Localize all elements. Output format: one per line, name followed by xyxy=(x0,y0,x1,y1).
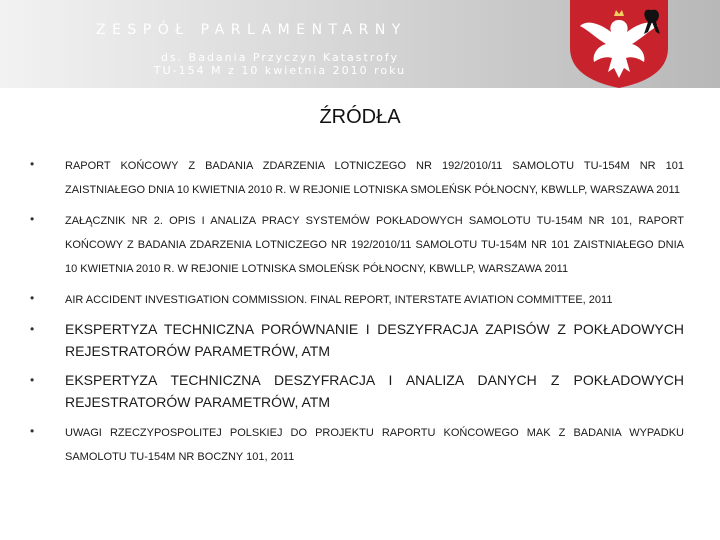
references-list xyxy=(0,153,720,475)
bullet-icon: • xyxy=(30,291,35,305)
list-item xyxy=(0,369,684,413)
list-item xyxy=(0,153,684,201)
page-title: ŹRÓDŁA xyxy=(319,106,401,128)
reference-text: EKSPERTYZA TECHNICZNA DESZYFRACJA I ANALIZA DANYCH Z POKŁADOWYCH REJESTRATORÓW PARAMETRÓW, ATM xyxy=(65,372,684,410)
banner-subtitle-line2: TU-154 M z 10 kwietnia 2010 roku xyxy=(153,64,407,77)
bullet-icon: • xyxy=(30,212,35,226)
polish-eagle-emblem-icon xyxy=(568,0,670,88)
header-banner xyxy=(0,0,720,88)
reference-text: AIR ACCIDENT INVESTIGATION COMMISSION. FINAL REPORT, INTERSTATE AVIATION COMMITTEE, 2011 xyxy=(65,294,613,306)
bullet-icon: • xyxy=(30,424,35,438)
bullet-icon: • xyxy=(30,157,35,171)
bullet-icon: • xyxy=(30,322,35,336)
reference-text: ZAŁĄCZNIK NR 2. OPIS I ANALIZA PRACY SYSTEMÓW POKŁADOWYCH SAMOLOTU TU-154M NR 101, RAPORT KOŃCOWY Z BADANIA ZDARZENIA LOTNICZEGO NR 192/2010/11 SAMOLOTU TU-154M NR 101 ZAISTNIAŁEGO DNIA 10 KWIETNIA 2010 R. W REJONIE LOTNISKA SMOLEŃSK PÓŁNOCNY, KBWLLP, WARSZAWA 2011 xyxy=(65,215,684,275)
banner-title: ZESPÓŁ PARLAMENTARNY xyxy=(96,22,407,38)
reference-text: UWAGI RZECZYPOSPOLITEJ POLSKIEJ DO PROJEKTU RAPORTU KOŃCOWEGO MAK Z BADANIA WYPADKU SAMOLOTU TU-154M NR BOCZNY 101, 2011 xyxy=(65,427,684,463)
list-item xyxy=(0,420,684,468)
bullet-icon: • xyxy=(30,373,35,387)
list-item xyxy=(0,318,684,362)
banner-subtitle-line1: ds. Badania Przyczyn Katastrofy xyxy=(160,51,400,64)
list-item xyxy=(0,287,684,311)
reference-text: EKSPERTYZA TECHNICZNA PORÓWNANIE I DESZYFRACJA ZAPISÓW Z POKŁADOWYCH REJESTRATORÓW PARAMETRÓW, ATM xyxy=(65,321,684,359)
list-item xyxy=(0,208,684,280)
reference-text: RAPORT KOŃCOWY Z BADANIA ZDARZENIA LOTNICZEGO NR 192/2010/11 SAMOLOTU TU-154M NR 101 ZAISTNIAŁEGO DNIA 10 KWIETNIA 2010 R. W REJONIE LOTNISKA SMOLEŃSK PÓŁNOCNY, KBWLLP, WARSZAWA 2011 xyxy=(65,160,684,196)
